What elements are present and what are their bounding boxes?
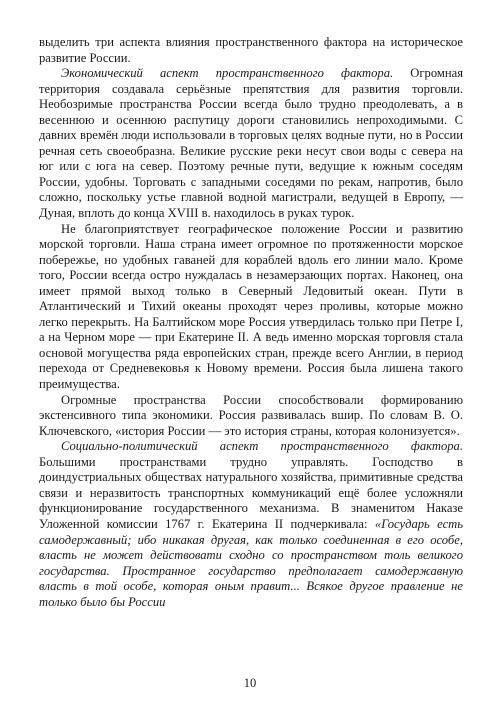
paragraph-continuation: выделить три аспекта влияния пространственного фактора на историческое развитие России. xyxy=(39,35,463,65)
paragraph-socio-political-body: Большими пространствами трудно управлять. Господство в доиндустриальных обществах натурального хозяйства, примитивные средства связи и неразвитость транспортных коммуникаций ещё более усложняли функционирование государственного механизма. В знаменитом Наказе Уложенной комиссии 1767 г. Екатерина II подчеркивала: xyxy=(39,454,463,531)
section-heading-socio-political: Социально-политический аспект пространственного фактора. xyxy=(61,439,463,454)
quote-nakaz: «Государь есть самодержавный; ибо никакая другая, как только соединенная в его особе, власть не может действовати сходно со пространством толь великого государства. Пространное государство предполагает самодержавную власть в той особе, которая оным правит... Всякое другое правление не только было бы России xyxy=(39,516,463,609)
section-heading-economic: Экономический аспект пространственного фактора. xyxy=(61,66,394,81)
paragraph-economic-body: Огромная территория создавала серьёзные препятствия для развития торговли. Необозримые пространства России всегда было трудно преодолевать, а в весеннюю и осеннюю распутицу дороги становились непроходимыми. С давних времён люди использовали в торговых целях водные пути, но в России речная сеть своеобразна. Великие русские реки несут свои воды с севера на юг или с юга на север. Поэтому речные пути, ведущие к южным соседям России, удобны. Торговать с западными соседями по рекам, напротив, было сложно, поскольку устье главной водной магистрали, ведущей в Европу, — Дуная, вплоть до конца XVIII в. находилось в руках турок. xyxy=(39,66,464,221)
page-number: 10 xyxy=(243,676,257,690)
paragraph-socio-political xyxy=(39,439,463,610)
paragraph-extensive-economy: Огромные пространства России способствовали формированию экстенсивного типа экономики. Россия развивалась вшир. По словам В. О. Ключевского, «история России — это история страны, которая колонизуется». xyxy=(39,392,463,438)
paragraph-economic xyxy=(39,66,463,221)
body-text xyxy=(39,35,463,610)
paragraph-sea-trade: Не благоприятствует географическое положение России и развитию морской торговли. Наша страна имеет огромное по протяженности морское побережье, но удобных гаваней для кораблей вдоль его линии мало. Кроме того, России всегда остро нуждалась в незамерзающих портах. Наконец, она имеет прямой выход только в Северный Ледовитый океан. Пути в Атлантический и Тихий океаны проходят через проливы, которые можно легко перекрыть. На Балтийском море Россия утвердилась только при Петре I, а на Черном море — при Екатерине II. А ведь именно морская торговля стала основой могущества ряда европейских стран, прежде всего Англии, в период перехода от Средневековья к Новому времени. Россия была лишена такого преимущества. xyxy=(39,221,463,392)
